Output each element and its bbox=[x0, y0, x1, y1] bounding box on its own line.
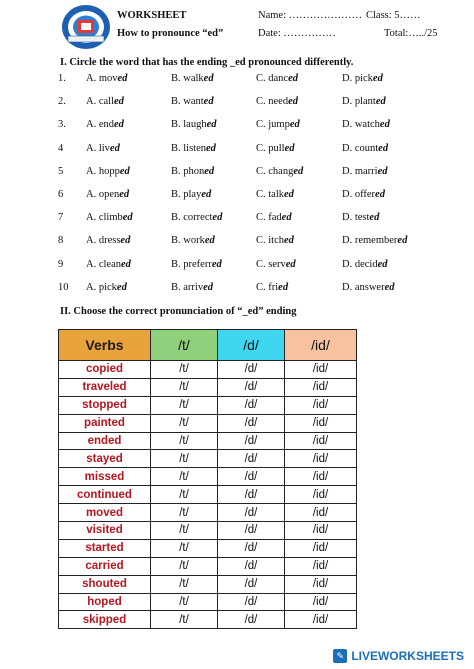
option-stem: B. play bbox=[171, 189, 202, 200]
table-row bbox=[59, 450, 357, 468]
table-row bbox=[59, 378, 357, 396]
option-ending: ed bbox=[288, 96, 298, 108]
answer-option[interactable] bbox=[256, 259, 296, 270]
option-stem: D. watch bbox=[342, 119, 380, 131]
verb-cell: shouted bbox=[59, 575, 151, 593]
option-d[interactable]: /d/ bbox=[218, 414, 285, 432]
option-id[interactable]: /id/ bbox=[285, 593, 357, 611]
option-id[interactable]: /id/ bbox=[285, 450, 357, 468]
option-ending: ed bbox=[284, 142, 295, 154]
verb-cell: moved bbox=[59, 504, 151, 522]
verb-cell: ended bbox=[59, 432, 151, 450]
worksheet-title: WORKSHEET bbox=[117, 10, 187, 21]
option-stem: C. jump bbox=[256, 119, 290, 131]
option-ending: ed bbox=[285, 258, 296, 270]
table-row bbox=[59, 361, 357, 379]
option-ending: ed bbox=[114, 119, 124, 131]
option-ending: ed bbox=[379, 119, 390, 131]
option-ending: ed bbox=[203, 281, 213, 293]
answer-option[interactable] bbox=[171, 96, 214, 107]
verb-cell: copied bbox=[59, 361, 151, 379]
option-ending: ed bbox=[397, 235, 408, 247]
answer-option[interactable] bbox=[171, 166, 214, 177]
question-number: 1. bbox=[58, 73, 66, 84]
question-number: 6 bbox=[58, 189, 64, 200]
option-stem: C. serv bbox=[256, 258, 286, 270]
answer-option[interactable] bbox=[342, 235, 407, 246]
option-stem: C. fad bbox=[256, 212, 282, 224]
answer-option[interactable] bbox=[256, 96, 298, 107]
answer-option[interactable] bbox=[256, 189, 294, 200]
answer-option[interactable] bbox=[342, 96, 386, 107]
answer-option[interactable] bbox=[256, 235, 294, 246]
header-d: /d/ bbox=[218, 330, 285, 361]
option-id[interactable]: /id/ bbox=[285, 361, 357, 379]
answer-option[interactable] bbox=[171, 119, 217, 130]
option-stem: D. plant bbox=[342, 96, 376, 108]
option-d[interactable]: /d/ bbox=[218, 611, 285, 629]
option-ending: ed bbox=[212, 212, 223, 224]
answer-option[interactable] bbox=[342, 166, 388, 177]
option-stem: C. itch bbox=[256, 235, 284, 247]
option-stem: C. fri bbox=[256, 281, 279, 293]
verb-cell: stopped bbox=[59, 396, 151, 414]
option-ending: ed bbox=[109, 142, 120, 154]
answer-option[interactable] bbox=[86, 143, 120, 154]
option-stem: D. answer bbox=[342, 281, 385, 293]
question-number: 8 bbox=[58, 235, 64, 247]
option-ending: ed bbox=[281, 212, 292, 224]
answer-option[interactable] bbox=[86, 282, 127, 293]
option-stem: D. test bbox=[342, 212, 370, 224]
verb-cell: started bbox=[59, 539, 151, 557]
option-t[interactable]: /t/ bbox=[151, 486, 218, 504]
table-body bbox=[59, 361, 357, 629]
answer-option[interactable] bbox=[342, 259, 388, 270]
answer-option[interactable] bbox=[86, 212, 133, 223]
section-1-title: I. Circle the word that has the ending _ed pronounced differently. bbox=[60, 57, 354, 68]
option-stem: B. listen bbox=[171, 142, 207, 154]
answer-option[interactable] bbox=[86, 235, 130, 246]
option-stem: A. end bbox=[86, 119, 114, 131]
option-ending: ed bbox=[293, 165, 304, 177]
option-d[interactable]: /d/ bbox=[218, 557, 285, 575]
option-t[interactable]: /t/ bbox=[151, 504, 218, 522]
option-d[interactable]: /d/ bbox=[218, 378, 285, 396]
date-field: Date: …………… bbox=[258, 28, 336, 39]
option-id[interactable]: /id/ bbox=[285, 396, 357, 414]
answer-option[interactable] bbox=[86, 73, 127, 84]
table-row bbox=[59, 504, 357, 522]
option-t[interactable]: /t/ bbox=[151, 396, 218, 414]
answer-option[interactable] bbox=[171, 235, 215, 246]
option-ending: ed bbox=[384, 281, 395, 293]
option-t[interactable]: /t/ bbox=[151, 361, 218, 379]
option-ending: ed bbox=[119, 165, 130, 177]
verb-cell: painted bbox=[59, 414, 151, 432]
name-field: Name: ………………… bbox=[258, 10, 363, 21]
option-d[interactable]: /d/ bbox=[218, 468, 285, 486]
option-stem: A. hopp bbox=[86, 165, 120, 177]
question-number: 9 bbox=[58, 258, 64, 270]
verb-cell: stayed bbox=[59, 450, 151, 468]
option-id[interactable]: /id/ bbox=[285, 486, 357, 504]
option-d[interactable]: /d/ bbox=[218, 396, 285, 414]
answer-option[interactable] bbox=[256, 73, 298, 84]
option-t[interactable]: /t/ bbox=[151, 522, 218, 540]
option-t[interactable]: /t/ bbox=[151, 539, 218, 557]
table-row bbox=[59, 486, 357, 504]
option-stem: C. talk bbox=[256, 189, 284, 200]
option-t[interactable]: /t/ bbox=[151, 450, 218, 468]
option-id[interactable]: /id/ bbox=[285, 432, 357, 450]
answer-option[interactable] bbox=[342, 282, 395, 293]
verb-cell: continued bbox=[59, 486, 151, 504]
question-number: 3. bbox=[58, 119, 66, 131]
option-ending: ed bbox=[278, 281, 289, 293]
option-t[interactable]: /t/ bbox=[151, 593, 218, 611]
table-row bbox=[59, 468, 357, 486]
answer-option[interactable] bbox=[342, 143, 388, 154]
answer-option[interactable] bbox=[256, 212, 292, 223]
question-number: 4 bbox=[58, 142, 64, 154]
option-t[interactable]: /t/ bbox=[151, 432, 218, 450]
option-id[interactable]: /id/ bbox=[285, 575, 357, 593]
option-stem: D. pick bbox=[342, 73, 373, 84]
option-stem: B. correct bbox=[171, 212, 213, 224]
option-id[interactable]: /id/ bbox=[285, 522, 357, 540]
option-ending: ed bbox=[120, 235, 131, 247]
option-ending: ed bbox=[206, 142, 216, 154]
option-ending: ed bbox=[377, 258, 388, 270]
option-id[interactable]: /id/ bbox=[285, 504, 357, 522]
option-stem: B. work bbox=[171, 235, 205, 247]
option-stem: D. decid bbox=[342, 258, 378, 270]
option-t[interactable]: /t/ bbox=[151, 378, 218, 396]
option-d[interactable]: /d/ bbox=[218, 450, 285, 468]
pronunciation-table bbox=[58, 329, 357, 629]
option-stem: A. open bbox=[86, 189, 120, 200]
option-d[interactable]: /d/ bbox=[218, 593, 285, 611]
verb-cell: skipped bbox=[59, 611, 151, 629]
worksheet-subtitle: How to pronounce “ed” bbox=[117, 28, 224, 39]
option-ending: ed bbox=[117, 73, 128, 84]
answer-option[interactable] bbox=[256, 119, 300, 130]
table-row bbox=[59, 611, 357, 629]
option-ending: ed bbox=[375, 96, 386, 108]
header-verbs: Verbs bbox=[59, 330, 151, 361]
option-stem: C. need bbox=[256, 96, 289, 108]
option-ending: ed bbox=[289, 119, 300, 131]
option-stem: C. danc bbox=[256, 73, 289, 84]
table-header-row bbox=[59, 330, 357, 361]
verb-cell: carried bbox=[59, 557, 151, 575]
option-stem: B. phon bbox=[171, 165, 205, 177]
answer-option[interactable] bbox=[256, 282, 288, 293]
answer-option[interactable] bbox=[342, 212, 379, 223]
answer-option[interactable] bbox=[342, 119, 390, 130]
option-t[interactable]: /t/ bbox=[151, 557, 218, 575]
option-stem: B. arriv bbox=[171, 281, 204, 293]
table-row bbox=[59, 575, 357, 593]
option-ending: ed bbox=[206, 119, 217, 131]
option-d[interactable]: /d/ bbox=[218, 575, 285, 593]
answer-option[interactable] bbox=[256, 166, 303, 177]
option-stem: C. chang bbox=[256, 165, 294, 177]
answer-option[interactable] bbox=[342, 73, 383, 84]
option-ending: ed bbox=[377, 165, 388, 177]
header-t: /t/ bbox=[151, 330, 218, 361]
option-t[interactable]: /t/ bbox=[151, 414, 218, 432]
option-t[interactable]: /t/ bbox=[151, 468, 218, 486]
option-ending: ed bbox=[120, 258, 131, 270]
section-2-title: II. Choose the correct pronunciation of “_ed” ending bbox=[60, 306, 297, 317]
option-d[interactable]: /d/ bbox=[218, 361, 285, 379]
table-row bbox=[59, 522, 357, 540]
option-stem: A. call bbox=[86, 96, 114, 108]
table-row bbox=[59, 396, 357, 414]
answer-option[interactable] bbox=[86, 189, 129, 200]
answer-option[interactable] bbox=[256, 143, 295, 154]
option-stem: B. want bbox=[171, 96, 204, 108]
question-number: 10 bbox=[58, 281, 69, 293]
option-ending: ed bbox=[204, 235, 215, 247]
option-ending: ed bbox=[114, 96, 124, 108]
answer-option[interactable] bbox=[171, 259, 222, 270]
option-ending: ed bbox=[211, 258, 222, 270]
option-t[interactable]: /t/ bbox=[151, 575, 218, 593]
table-row bbox=[59, 414, 357, 432]
answer-option[interactable] bbox=[171, 189, 211, 200]
option-id[interactable]: /id/ bbox=[285, 414, 357, 432]
verb-cell: missed bbox=[59, 468, 151, 486]
question-number: 2. bbox=[58, 96, 66, 108]
option-stem: A. dress bbox=[86, 235, 121, 247]
option-stem: D. offer bbox=[342, 189, 376, 200]
option-ending: ed bbox=[122, 212, 133, 224]
answer-option[interactable] bbox=[171, 143, 216, 154]
verb-cell: hoped bbox=[59, 593, 151, 611]
option-id[interactable]: /id/ bbox=[285, 378, 357, 396]
option-ending: ed bbox=[378, 142, 389, 154]
option-ending: ed bbox=[119, 189, 130, 200]
option-stem: A. pick bbox=[86, 281, 117, 293]
table-row bbox=[59, 557, 357, 575]
answer-option[interactable] bbox=[86, 166, 130, 177]
option-id[interactable]: /id/ bbox=[285, 557, 357, 575]
answer-option[interactable] bbox=[86, 119, 124, 130]
option-stem: B. walk bbox=[171, 73, 204, 84]
option-ending: ed bbox=[372, 73, 383, 84]
option-d[interactable]: /d/ bbox=[218, 539, 285, 557]
option-d[interactable]: /d/ bbox=[218, 432, 285, 450]
option-ending: ed bbox=[375, 189, 385, 200]
option-ending: ed bbox=[369, 212, 380, 224]
table-row bbox=[59, 593, 357, 611]
verb-cell: traveled bbox=[59, 378, 151, 396]
option-ending: ed bbox=[201, 189, 212, 200]
answer-option[interactable] bbox=[86, 259, 131, 270]
option-stem: A. mov bbox=[86, 73, 118, 84]
class-field: Class: 5…… bbox=[366, 10, 421, 21]
verb-cell: visited bbox=[59, 522, 151, 540]
option-ending: ed bbox=[203, 73, 214, 84]
option-stem: A. liv bbox=[86, 142, 110, 154]
total-score: Total:…../25 bbox=[384, 28, 438, 39]
option-stem: D. marri bbox=[342, 165, 378, 177]
question-number: 7 bbox=[58, 212, 64, 224]
table-row bbox=[59, 539, 357, 557]
answer-option[interactable] bbox=[171, 282, 213, 293]
option-ending: ed bbox=[116, 281, 127, 293]
option-d[interactable]: /d/ bbox=[218, 522, 285, 540]
footer-brand: LIVEWORKSHEETS bbox=[351, 649, 464, 663]
option-id[interactable]: /id/ bbox=[285, 539, 357, 557]
option-id[interactable]: /id/ bbox=[285, 611, 357, 629]
option-stem: B. laugh bbox=[171, 119, 207, 131]
option-d[interactable]: /d/ bbox=[218, 486, 285, 504]
school-logo-icon bbox=[60, 3, 112, 51]
answer-option[interactable] bbox=[171, 212, 222, 223]
option-stem: D. count bbox=[342, 142, 379, 154]
option-d[interactable]: /d/ bbox=[218, 504, 285, 522]
option-ending: ed bbox=[204, 165, 215, 177]
option-ending: ed bbox=[284, 235, 294, 247]
option-stem: A. clean bbox=[86, 258, 121, 270]
answer-option[interactable] bbox=[171, 73, 214, 84]
answer-option[interactable] bbox=[342, 189, 385, 200]
option-stem: B. preferr bbox=[171, 258, 212, 270]
option-t[interactable]: /t/ bbox=[151, 611, 218, 629]
liveworksheets-footer[interactable] bbox=[333, 647, 464, 665]
option-ending: ed bbox=[203, 96, 214, 108]
table-row bbox=[59, 432, 357, 450]
option-id[interactable]: /id/ bbox=[285, 468, 357, 486]
liveworksheets-logo-icon: ✎ bbox=[333, 649, 347, 663]
header-id: /id/ bbox=[285, 330, 357, 361]
option-stem: D. remember bbox=[342, 235, 398, 247]
option-stem: C. pull bbox=[256, 142, 285, 154]
option-stem: A. climb bbox=[86, 212, 123, 224]
answer-option[interactable] bbox=[86, 96, 124, 107]
option-ending: ed bbox=[284, 189, 294, 200]
question-number: 5 bbox=[58, 165, 64, 177]
option-ending: ed bbox=[288, 73, 298, 84]
